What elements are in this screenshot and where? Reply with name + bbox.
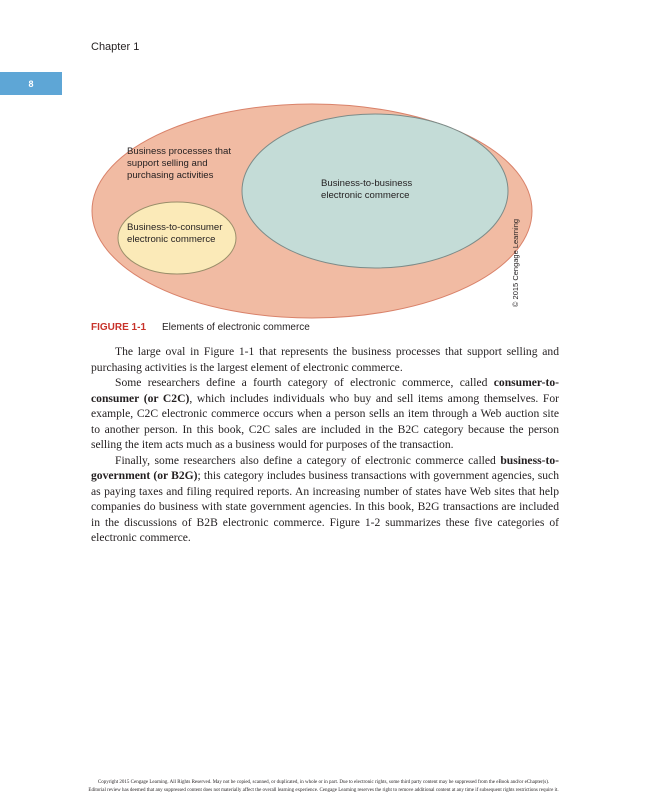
figure-credit: © 2015 Cengage Learning xyxy=(511,218,520,308)
b2b-label: Business-to-business electronic commerce xyxy=(321,178,413,201)
b2c-label: Business-to-consumer electronic commerce xyxy=(127,222,223,245)
figure-diagram xyxy=(0,0,647,330)
term-c2c: consumer-to-consumer (or C2C) xyxy=(91,376,559,405)
paragraph-3-text: Finally, some researchers also define a category of electronic commerce called xyxy=(115,453,501,467)
page-number-tab: 8 xyxy=(0,72,62,95)
paragraph-1: The large oval in Figure 1-1 that represents the business processes that support selling and purchasing activities is the largest element of electronic commerce. xyxy=(91,345,559,374)
figure-number: FIGURE 1-1 xyxy=(91,322,147,333)
paragraph-2 xyxy=(91,375,559,453)
chapter-header: Chapter 1 xyxy=(91,41,140,53)
figure-caption-text: Elements of electronic commerce xyxy=(162,322,310,333)
paragraph-3-text-cont: ; this category includes business transactions with government agencies, such as paying taxes and filing required reports. An increasing number of states have Web sites that help companies do business with state government agencies. In this book, B2G transactions are included in the discussions of B2B electronic commerce. Figure 1-2 summarizes these five categories of electronic commerce. xyxy=(91,469,560,544)
paragraph-2-text: Some researchers define a fourth category of electronic commerce, called xyxy=(115,376,494,389)
paragraph-3 xyxy=(91,453,559,546)
footer-line-1: Copyright 2015 Cengage Learning. All Rights Reserved. May not be copied, scanned, or duplicated, in whole or in part. Due to electronic rights, some third party content may be suppressed from the eBook and/or eChapter(s). xyxy=(97,780,550,785)
outer-oval-label: Business processes that support selling and purchasing activities xyxy=(127,146,231,181)
figure-caption xyxy=(91,322,310,333)
term-b2g: business-to-government (or B2G) xyxy=(91,453,559,482)
footer-line-2: Editorial review has deemed that any suppressed content does not materially affect the overall learning experience. Cengage Learning reserves the right to remove additional content at any time if subsequent rights restrictions require it. xyxy=(88,788,559,793)
body-text xyxy=(91,344,559,546)
copyright-footer xyxy=(0,779,647,795)
paragraph-2-text-cont: , which includes individuals who buy and sell items among themselves. For example, C2C electronic commerce occurs when a person sells an item through a Web auction site to another person. In this book, C2C sales are included in the B2C category because the person selling the item acts much as a business would for purposes of the transaction. xyxy=(91,391,559,451)
